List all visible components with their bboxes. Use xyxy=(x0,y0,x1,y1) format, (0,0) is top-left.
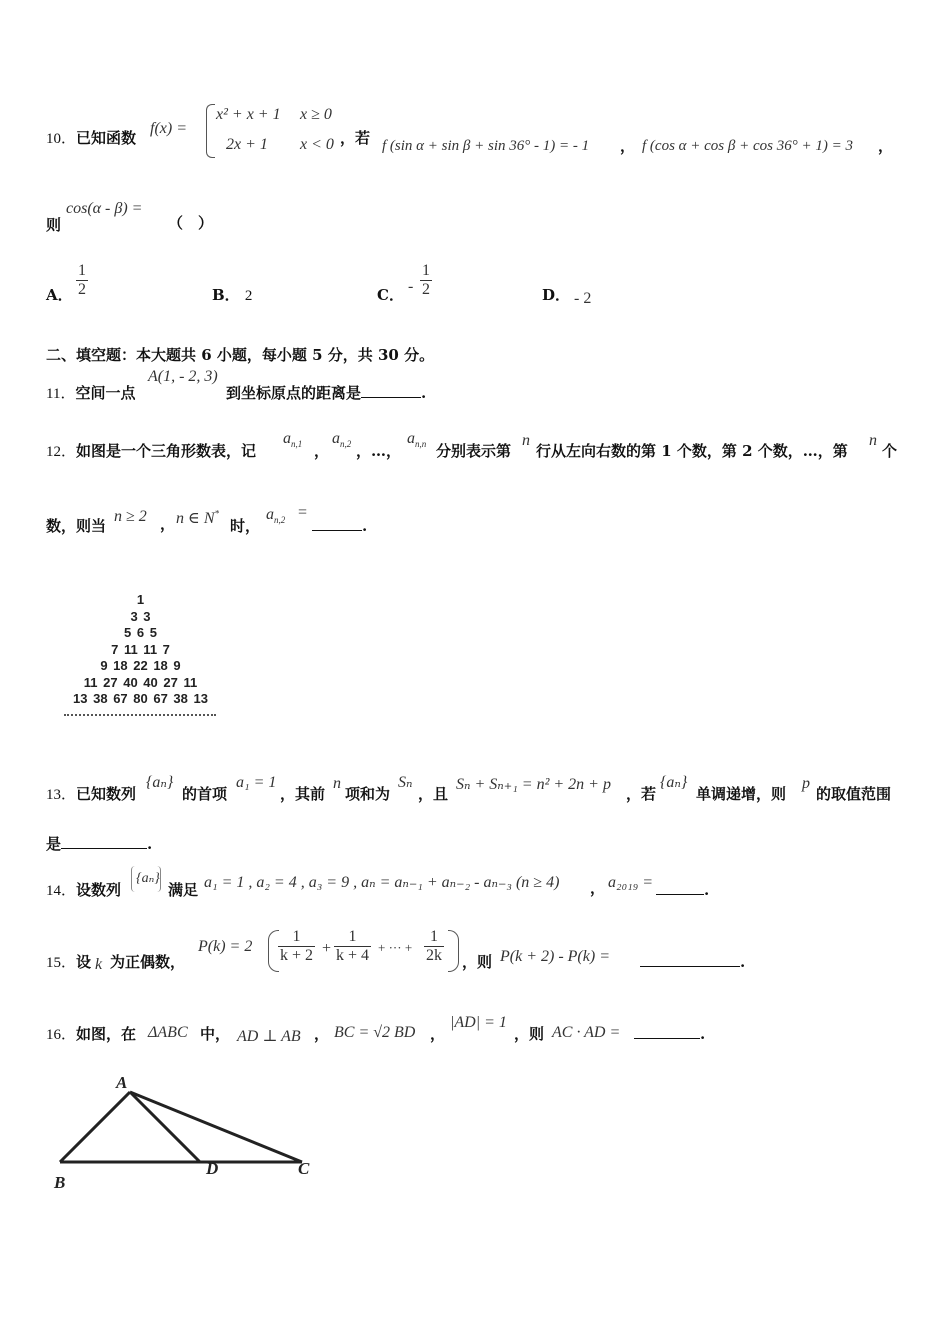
q11-lead: 11．空间一点 xyxy=(46,384,136,402)
q10-cond1: f (sin α + sin β + sin 36° - 1) = - 1 xyxy=(382,138,590,154)
q10-line1 xyxy=(46,128,136,149)
q11-point: A(1, - 2, 3) xyxy=(148,368,218,385)
q16-text-b: 中， xyxy=(200,1025,231,1043)
q10-option-a-value: $\frac{1}{2}$ xyxy=(78,262,86,298)
q15-plus: + xyxy=(322,940,332,957)
q13-text-f: ，若 xyxy=(626,785,657,803)
q15-lhs: P(k) = 2 xyxy=(198,938,253,955)
q16-segment-ad xyxy=(130,1092,200,1162)
q10-option-d-value: - 2 xyxy=(574,290,592,307)
q13-text-h: 的取值范围 xyxy=(816,785,892,803)
q15-lead: 15．设 xyxy=(46,953,92,971)
q15-term1: $\frac{1}{k + 2}$ xyxy=(280,928,314,964)
q10-paren: （ ） xyxy=(168,214,214,232)
triangle-row-3: 5 6 5 xyxy=(124,625,157,640)
q12-text-b: 分别表示第 xyxy=(436,442,512,460)
q10-option-c-label: C． xyxy=(377,286,404,304)
triangle-row-1: 1 xyxy=(136,592,145,607)
triangle-row-2: 3 3 xyxy=(130,608,151,624)
q13-text-d: 项和为 xyxy=(345,785,391,803)
q10-fx: f(x) = xyxy=(150,120,187,137)
q10-option-a-label: A． xyxy=(46,286,73,304)
q16-ask: AC · AD = xyxy=(552,1024,621,1041)
triangle-row-7: 13 38 67 80 67 38 13 xyxy=(73,691,208,706)
q12-cond-b: n ∈ N* xyxy=(176,508,220,527)
triangle-row-6: 11 27 40 40 27 11 xyxy=(83,674,198,690)
q12-lead: 12．如图是一个三角形数表，记 xyxy=(46,442,257,460)
q16-sep2: ， xyxy=(430,1025,446,1043)
q16-label-d: D xyxy=(206,1159,219,1178)
q12-comma1: ， xyxy=(314,442,330,460)
q16-side-ab xyxy=(60,1092,130,1162)
q15-k: k xyxy=(95,956,103,973)
q12-eq: = xyxy=(298,504,308,521)
q15-dots: + ··· + xyxy=(378,940,413,955)
q10-case1-expr: x² + x + 1 xyxy=(216,106,281,123)
q15-rparen xyxy=(448,930,459,972)
q10-option-c-sign: - xyxy=(408,278,414,295)
q14-seq: {aₙ} xyxy=(136,871,160,886)
q11-tail: 到坐标原点的距离是 . xyxy=(226,384,427,402)
q13-first: a₁ = 1 xyxy=(236,774,277,791)
q12-text-c: 行从左向右数的第 1 个数，第 2 个数，…，第 xyxy=(536,442,848,460)
q12-ask: $a_{n,2}$ xyxy=(266,506,286,526)
q13-text-c: ，其前 xyxy=(280,785,326,803)
q13-text-b: 的首项 xyxy=(182,785,228,803)
q12-cond-a: n ≥ 2 xyxy=(114,508,147,525)
q16-triangle-figure xyxy=(50,1068,330,1194)
q10-number: 10． xyxy=(46,131,77,147)
q14-text-b: 满足 xyxy=(168,881,199,899)
q12-n2: n xyxy=(869,432,877,449)
q12-line2: 数，则当 xyxy=(46,517,107,535)
q12-ellipsis: ，…， xyxy=(356,442,402,460)
q13-seq: {aₙ} xyxy=(146,774,174,791)
q10-ruo: ，若 xyxy=(340,129,371,147)
q12-a1: $a_{n,1}$ xyxy=(283,430,303,450)
q16-c3: |AD| = 1 xyxy=(450,1014,507,1031)
q10-ask: cos(α - β) = xyxy=(66,200,143,217)
q10-option-c-value: $\frac{1}{2}$ xyxy=(422,262,430,298)
q10-case2-cond: x < 0 xyxy=(300,136,334,153)
q14-lead: 14．设数列 xyxy=(46,881,122,899)
triangle-row-5: 9 18 22 18 9 xyxy=(100,658,181,673)
q13-line2: 是 . xyxy=(46,835,153,853)
q10-cond2: f (cos α + cos β + cos 36° + 1) = 3 xyxy=(642,138,853,154)
q16-text-c: ，则 xyxy=(514,1025,545,1043)
q13-sn: Sₙ xyxy=(398,774,413,791)
q12-text-d: 个 xyxy=(882,442,898,460)
triangle-dots xyxy=(64,714,216,716)
q13-text-g: 单调递增，则 xyxy=(696,785,787,803)
q10-brace xyxy=(206,104,215,158)
q16-sep1: ， xyxy=(314,1025,330,1043)
q16-c2: BC = √2 BD xyxy=(334,1024,416,1041)
q16-label-a: A xyxy=(116,1073,128,1092)
q10-case1-cond: x ≥ 0 xyxy=(300,106,332,123)
q15-term3: $\frac{1}{2k}$ xyxy=(426,928,442,964)
q10-end: ， xyxy=(878,137,894,155)
q14-ask: a₂₀₁₉ = xyxy=(608,874,654,891)
q10-option-d-label: D． xyxy=(542,286,571,304)
q15-text-b: 为正偶数， xyxy=(110,953,186,971)
q13-relation: Sₙ + Sₙ₊₁ = n² + 2n + p xyxy=(456,776,611,793)
q15-term2: $\frac{1}{k + 4}$ xyxy=(336,928,370,964)
q16-lead: 16．如图，在 xyxy=(46,1025,137,1043)
q10-text: 已知函数 xyxy=(76,129,137,147)
q10-sep: ， xyxy=(620,137,636,155)
q12-n1: n xyxy=(522,432,530,449)
q12-a2: $a_{n,2}$ xyxy=(332,430,352,450)
q16-tri: ΔABC xyxy=(148,1024,188,1041)
q14-blank: . xyxy=(656,880,709,900)
q13-n: n xyxy=(333,775,341,792)
q13-lead: 13．已知数列 xyxy=(46,785,137,803)
q13-p: p xyxy=(802,775,810,792)
q16-label-c: C xyxy=(298,1159,310,1178)
triangle-row-4: 7 11 11 7 xyxy=(111,641,170,657)
q10-option-b: B． 2 xyxy=(212,286,253,304)
q13-text-e: ，且 xyxy=(418,785,449,803)
q15-blank: . xyxy=(640,952,745,972)
q16-side-ac xyxy=(130,1092,302,1162)
q10-case2-expr: 2x + 1 xyxy=(226,136,268,153)
q16-blank: . xyxy=(634,1024,705,1044)
q14-comma: ， xyxy=(590,879,606,897)
q16-label-b: B xyxy=(54,1173,66,1192)
q13-seq2: {aₙ} xyxy=(660,774,688,791)
q15-ask: P(k + 2) - P(k) = xyxy=(500,948,610,965)
q12-shi: 时， xyxy=(230,517,261,535)
section2-title: 二、填空题：本大题共 6 小题，每小题 5 分，共 30 分。 xyxy=(46,346,435,364)
q14-init: a₁ = 1 , a₂ = 4 , a₃ = 9 , aₙ = aₙ₋₁ + aₙ₋₂ - aₙ₋₃ (n ≥ 4) xyxy=(204,874,560,891)
q12-an: $a_{n,n}$ xyxy=(407,430,427,450)
q10-then: 则 xyxy=(46,216,62,234)
q16-c1: AD ⊥ AB xyxy=(237,1028,301,1045)
q12-blank: . xyxy=(312,516,367,536)
q15-text-c: ，则 xyxy=(462,953,493,971)
q12-comma: ， xyxy=(160,515,176,533)
triangle-number-table xyxy=(58,592,223,716)
